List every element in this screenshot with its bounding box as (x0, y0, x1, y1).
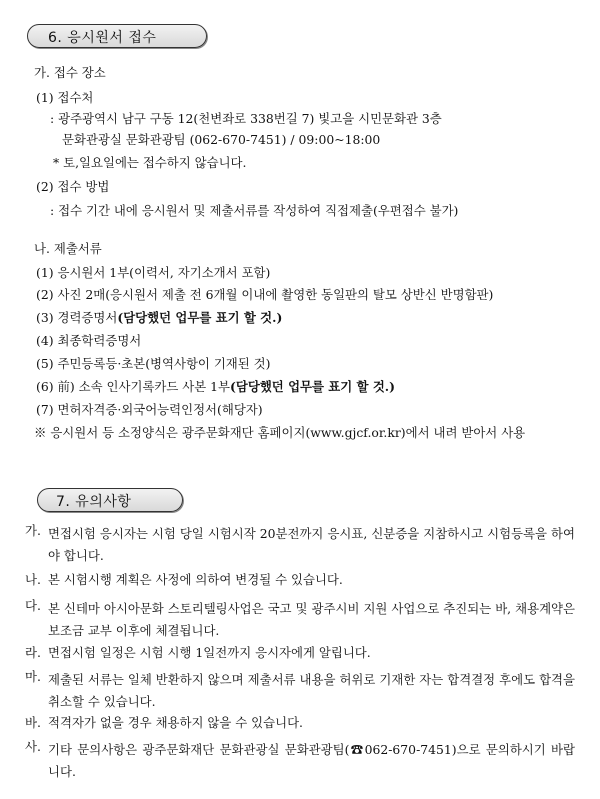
documents-form-note: ※ 응시원서 등 소정양식은 광주문화재단 홈페이지(www.gjcf.or.kr)에서 내려 받아서 사용 (34, 425, 526, 440)
notice-da-text: 본 신테마 아시아문화 스토리텔링사업은 국고 및 광주시비 지원 사업으로 추진되는 바, 채용계약은 보조금 교부 이후에 체결됩니다. (48, 601, 575, 638)
document-item-3-emphasis: (담당했던 업무를 표기 할 것.) (117, 310, 283, 325)
section-6-heading: 6. 응시원서 접수 (48, 30, 157, 46)
reception-method-title: (2) 접수 방법 (36, 179, 110, 194)
document-item-3-label: (3) 경력증명서 (36, 310, 118, 325)
reception-method-text: : 접수 기간 내에 응시원서 및 제출서류를 작성하여 직접제출(우편접수 불가) (50, 203, 459, 218)
notice-na-marker: 나. (25, 572, 41, 587)
notice-da-marker: 다. (25, 598, 41, 613)
notice-ga-text: 면접시험 응시자는 시험 당일 시험시작 20분전까지 응시표, 신분증을 지참하시고 시험등록을 하여야 합니다. (48, 526, 575, 563)
notice-ma-marker: 마. (25, 669, 41, 684)
notice-ba-text: 적격자가 없을 경우 채용하지 않을 수 있습니다. (48, 715, 303, 730)
notice-ma-text: 제출된 서류는 일체 반환하지 않으며 제출서류 내용을 허위로 기재한 자는 합격결정 후에도 합격을 취소할 수 있습니다. (48, 672, 575, 709)
reception-office-contact: 문화관광실 문화관광팀 (062-670-7451) / 09:00~18:00 (62, 132, 381, 147)
reception-place-title: 가. 접수 장소 (34, 65, 106, 80)
submission-documents-title: 나. 제출서류 (34, 241, 102, 256)
document-item-3 (36, 310, 282, 326)
reception-address: : 광주광역시 남구 구동 12(천변좌로 338번길 7) 빛고을 시민문화관 3층 (50, 111, 442, 126)
document-item-1: (1) 응시원서 1부(이력서, 자기소개서 포함) (36, 265, 271, 280)
document-item-6 (36, 379, 395, 395)
notice-ra-text: 면접시험 일정은 시험 시행 1일전까지 응시자에게 알립니다. (48, 645, 371, 660)
weekend-note: * 토,일요일에는 접수하지 않습니다. (53, 155, 247, 170)
notice-na-text: 본 시험시행 계획은 사정에 의하여 변경될 수 있습니다. (48, 572, 343, 587)
document-item-6-label: (6) 前) 소속 인사기록카드 사본 1부 (36, 379, 231, 394)
notice-ga-marker: 가. (25, 523, 41, 538)
notice-ra-marker: 라. (25, 645, 41, 660)
document-item-4: (4) 최종학력증명서 (36, 333, 142, 348)
notice-ba-marker: 바. (25, 715, 41, 730)
document-item-5: (5) 주민등록등·초본(병역사항이 기재된 것) (36, 356, 271, 371)
reception-office-title: (1) 접수처 (36, 90, 94, 105)
notice-sa-text: 기타 문의사항은 광주문화재단 문화관광실 문화관광팀(☎062-670-7451)으로 문의하시기 바랍니다. (48, 742, 575, 779)
document-item-6-emphasis: (담당했던 업무를 표기 할 것.) (230, 379, 395, 394)
document-item-7: (7) 면허자격증·외국어능력인정서(해당자) (36, 402, 263, 417)
notice-sa-marker: 사. (25, 739, 41, 754)
document-item-2: (2) 사진 2매(응시원서 제출 전 6개월 이내에 촬영한 동일판의 탈모 상반신 반명함판) (36, 287, 494, 302)
section-7-heading: 7. 유의사항 (56, 494, 132, 510)
